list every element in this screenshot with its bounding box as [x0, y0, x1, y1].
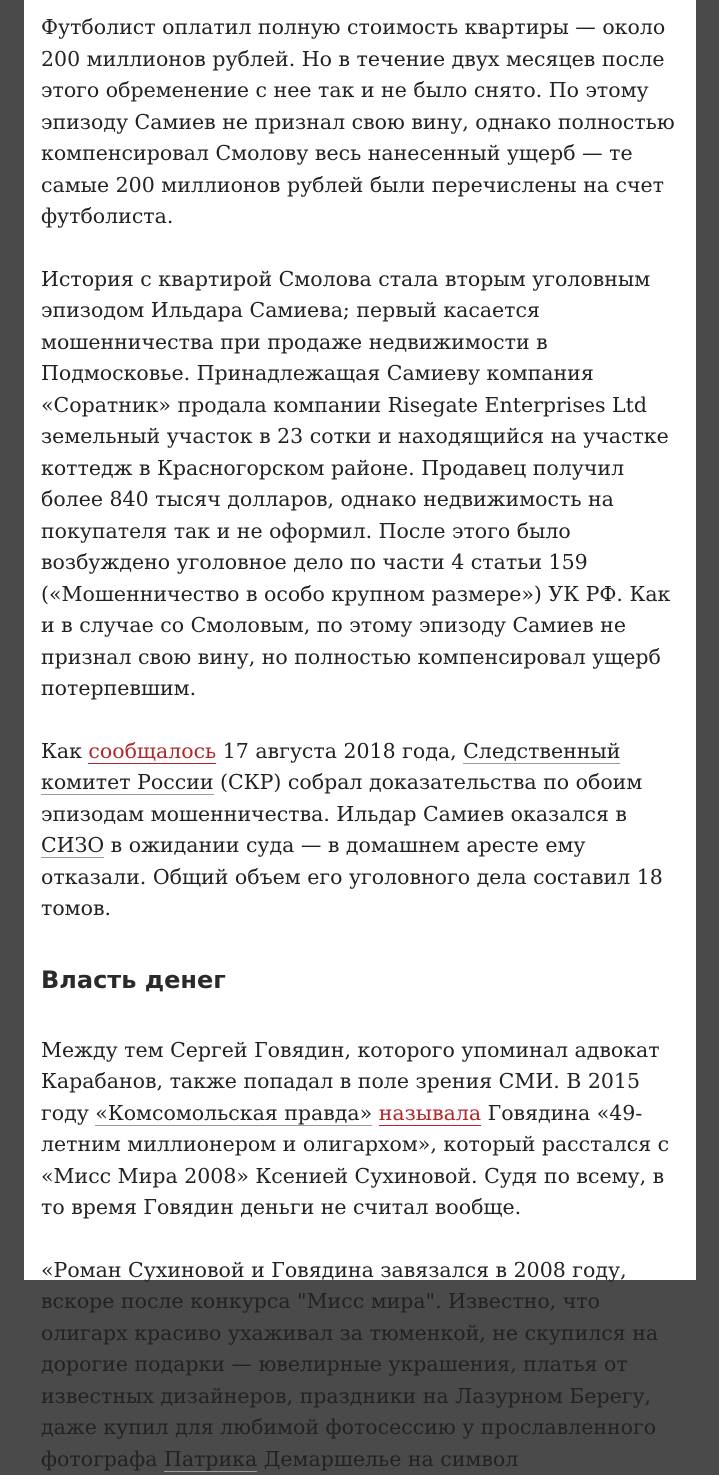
link-called[interactable]: называла — [379, 1101, 481, 1126]
section-heading: Власть денег — [41, 961, 681, 999]
paragraph-text: Между тем Сергей Говядин, которого упоминал адвокат Карабанов, также попадал в поле зрения СМИ. В 2015 году — [41, 1038, 660, 1125]
paragraph-romance-quote — [41, 1255, 681, 1475]
link-patrick[interactable]: Патрика — [164, 1447, 257, 1472]
paragraph-text — [372, 1101, 379, 1125]
paragraph-text: «Роман Сухиновой и Говядина завязался в 2008 году, вскоре после конкурса "Мисс мира". Известно, что олигарх красиво ухаживал за тюменкой, не скупился на дорогие подарки — ювелирные украшения, платья от известных дизайнеров, праздники на Лазурном Берегу, даже купил для любимой фотосессию у прославленного фотографа — [41, 1258, 658, 1471]
paragraph-text: 17 августа 2018 года, — [216, 739, 463, 763]
link-komsomolskaya-pravda[interactable]: «Комсомольская правда» — [95, 1101, 372, 1126]
paragraph-text: Говядина «49-летним миллионером и олигархом», который расстался с «Мисс Мира 2008» Ксенией Сухиновой. Судя по всему, в то время Говядин деньги не считал вообще. — [41, 1101, 669, 1220]
paragraph-text: в ожидании суда — в домашнем аресте ему отказали. Общий объем его уголовного дела составил 18 томов. — [41, 833, 663, 920]
paragraph-second-episode: История с квартирой Смолова стала вторым уголовным эпизодом Ильдара Самиева; первый касается мошенничества при продаже недвижимости в Подмосковье. Принадлежащая Самиеву компания «Соратник» продала компании Risegate Enterprises Ltd земельный участок в 23 сотки и находящийся на участке коттедж в Красногорском районе. Продавец получил более 840 тысяч долларов, однако недвижимость на покупателя так и не оформил. После этого было возбуждено уголовное дело по части 4 статьи 159 («Мошенничество в особо крупном размере») УК РФ. Как и в случае со Смоловым, по этому эпизоду Самиев не признал свою вину, но полностью компенсировал ущерб потерпевшим. — [41, 264, 681, 705]
paragraph-text: (СКР) собрал доказательства по обоим эпизодам мошенничества. Ильдар Самиев оказался в — [41, 770, 642, 826]
link-investigative-committee[interactable]: Следственный комитет России — [41, 739, 620, 796]
paragraph-investigation — [41, 736, 681, 925]
link-sizo[interactable]: СИЗО — [41, 833, 104, 858]
article-body — [41, 12, 681, 1475]
paragraph-smolov-payment: Футболист оплатил полную стоимость квартиры — около 200 миллионов рублей. Но в течение двух месяцев после этого обременение с нее так и не было снято. По этому эпизоду Самиев не признал свою вину, однако полностью компенсировал Смолову весь нанесенный ущерб — те самые 200 миллионов рублей были перечислены на счет футболиста. — [41, 12, 681, 233]
paragraph-text: Как — [41, 739, 88, 763]
paragraph-text: Демаршелье на символ — [257, 1447, 518, 1471]
link-reported[interactable]: сообщалось — [88, 739, 216, 764]
paragraph-govyadin — [41, 1035, 681, 1224]
article-page — [24, 0, 696, 1280]
